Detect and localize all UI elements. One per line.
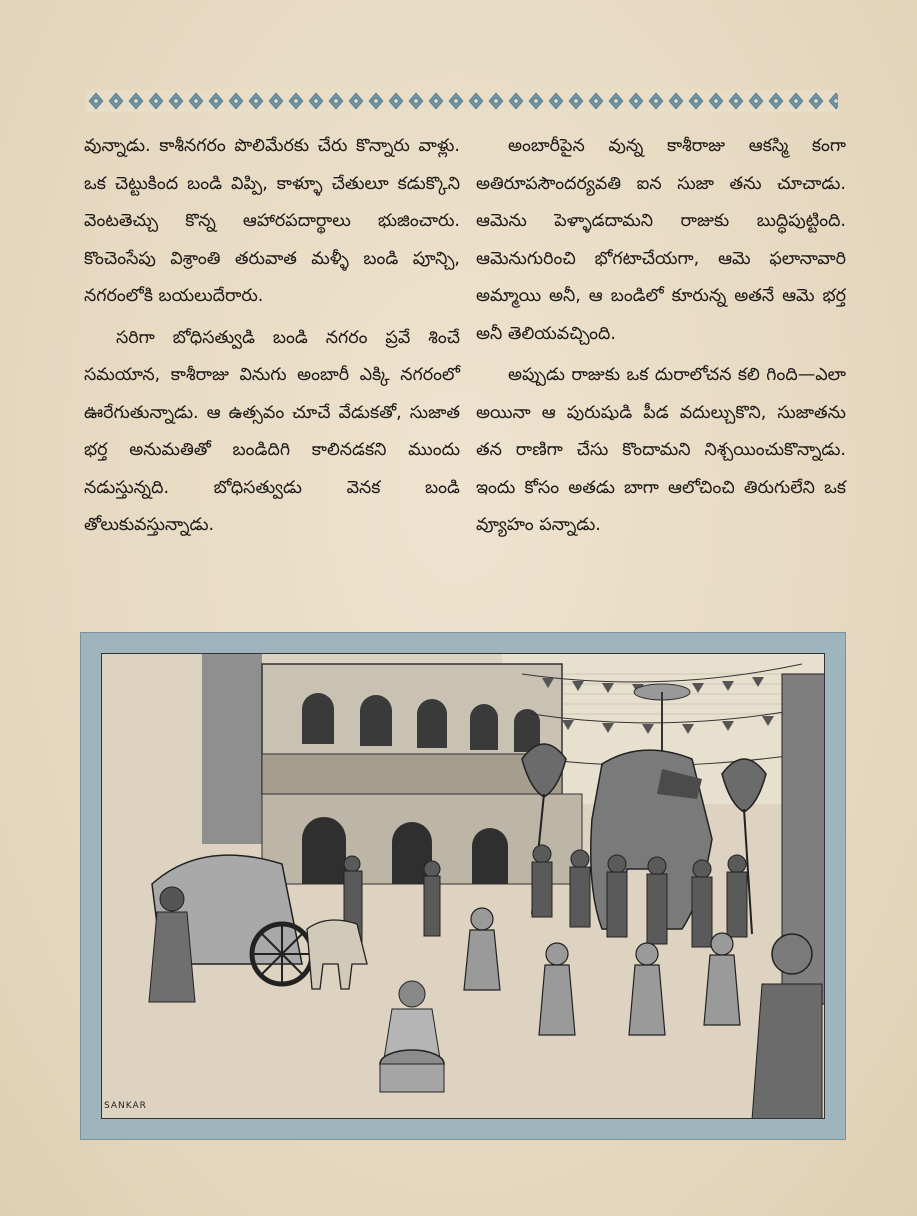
paragraph: సరిగా బోధిసత్వుడి బండి నగరం ప్రవే శించే సమయాన, కాశీరాజు వినుగు అంబారీ ఎక్కి నగరంలో ఊరేగుతున్నాడు. ఆ ఉత్సవం చూచే వేడుకతో, సుజాత భర్త అనుమతితో బండిదిగి కాలినడకని ముందు నడుస్తున్నది. బోధిసత్వుడు వెనక బండి తోలుకువస్తున్నాడు.: [84, 327, 460, 535]
ornament-dot: [134, 99, 138, 103]
ornament-dot: [314, 99, 318, 103]
ornament-dot: [194, 99, 198, 103]
ornament-dot: [654, 99, 658, 103]
ornament-dot: [374, 99, 378, 103]
paragraph: అప్పుడు రాజుకు ఒక దురాలోచన కలి గింది—ఎలా అయినా ఆ పురుషుడి పీడ వదుల్చుకొని, సుజాతను తన రాణిగా చేసు కొందామని నిశ్చయించుకొన్నాడు. ఇందు కోసం అతడు బాగా ఆలోచించి తిరుగులేని ఒక వ్యూహం పన్నాడు.: [476, 365, 846, 535]
ornament-dot: [474, 99, 478, 103]
ornament-dot: [554, 99, 558, 103]
ornament-dot: [394, 99, 398, 103]
ornament-dot: [414, 99, 418, 103]
procession-illustration: [101, 653, 825, 1119]
ornament-dot: [234, 99, 238, 103]
ornament-dot: [774, 99, 778, 103]
ornament-dot: [514, 99, 518, 103]
paragraph: అంబారీపైన వున్న కాశీరాజు ఆకస్మి కంగా అతిరూపసౌందర్యవతి ఐన సుజా తను చూచాడు. ఆమెను పెళ్ళాడదామని రాజుకు బుద్ధిపుట్టింది. ఆమెనుగురించి భోగటాచేయగా, ఆమె ఫలానావారి అమ్మాయి అనీ, ఆ బండిలో కూరున్న అతనే ఆమె భర్త అనీ తెలియవచ్చింది.: [476, 136, 846, 344]
left-text-column: [84, 128, 460, 545]
ornament-dot: [794, 99, 798, 103]
ornament-dot: [154, 99, 158, 103]
ornament-dot: [614, 99, 618, 103]
ornament-dot: [714, 99, 718, 103]
ornament-dot: [174, 99, 178, 103]
ornament-dot: [814, 99, 818, 103]
ornament-dot: [594, 99, 598, 103]
ornament-dot: [294, 99, 298, 103]
right-text-column: [476, 128, 846, 545]
ornament-dot: [454, 99, 458, 103]
ornament-dot: [254, 99, 258, 103]
illustration-frame: [80, 632, 846, 1140]
ornament-dot: [574, 99, 578, 103]
ornament-dot: [354, 99, 358, 103]
ornament-dot: [634, 99, 638, 103]
ornament-dot: [94, 99, 98, 103]
ornament-dot: [754, 99, 758, 103]
ornament-dot: [214, 99, 218, 103]
ornament-dot: [274, 99, 278, 103]
ornament-dot: [334, 99, 338, 103]
ornament-dot: [534, 99, 538, 103]
paragraph: వున్నాడు. కాశీనగరం పొలిమేరకు చేరు కొన్నారు వాళ్లు. ఒక చెట్టుకింద బండి విప్పి, కాళ్ళూ చేతులూ కడుక్కొని వెంటతెచ్చు కొన్న ఆహారపదార్థాలు భుజించారు. కొంచెంసేపు విశ్రాంతి తరువాత మళ్ళీ బండి పూన్చి, నగరంలోకి బయలుదేరారు.: [84, 136, 460, 306]
ornament-dot: [834, 99, 838, 103]
artist-signature: SANKAR: [104, 1101, 147, 1111]
ornament-dot: [494, 99, 498, 103]
ornament-dot: [434, 99, 438, 103]
ornamental-border: [86, 90, 838, 112]
ornament-dot: [114, 99, 118, 103]
ornament-dot: [734, 99, 738, 103]
ornament-dot: [674, 99, 678, 103]
ornament-dot: [694, 99, 698, 103]
